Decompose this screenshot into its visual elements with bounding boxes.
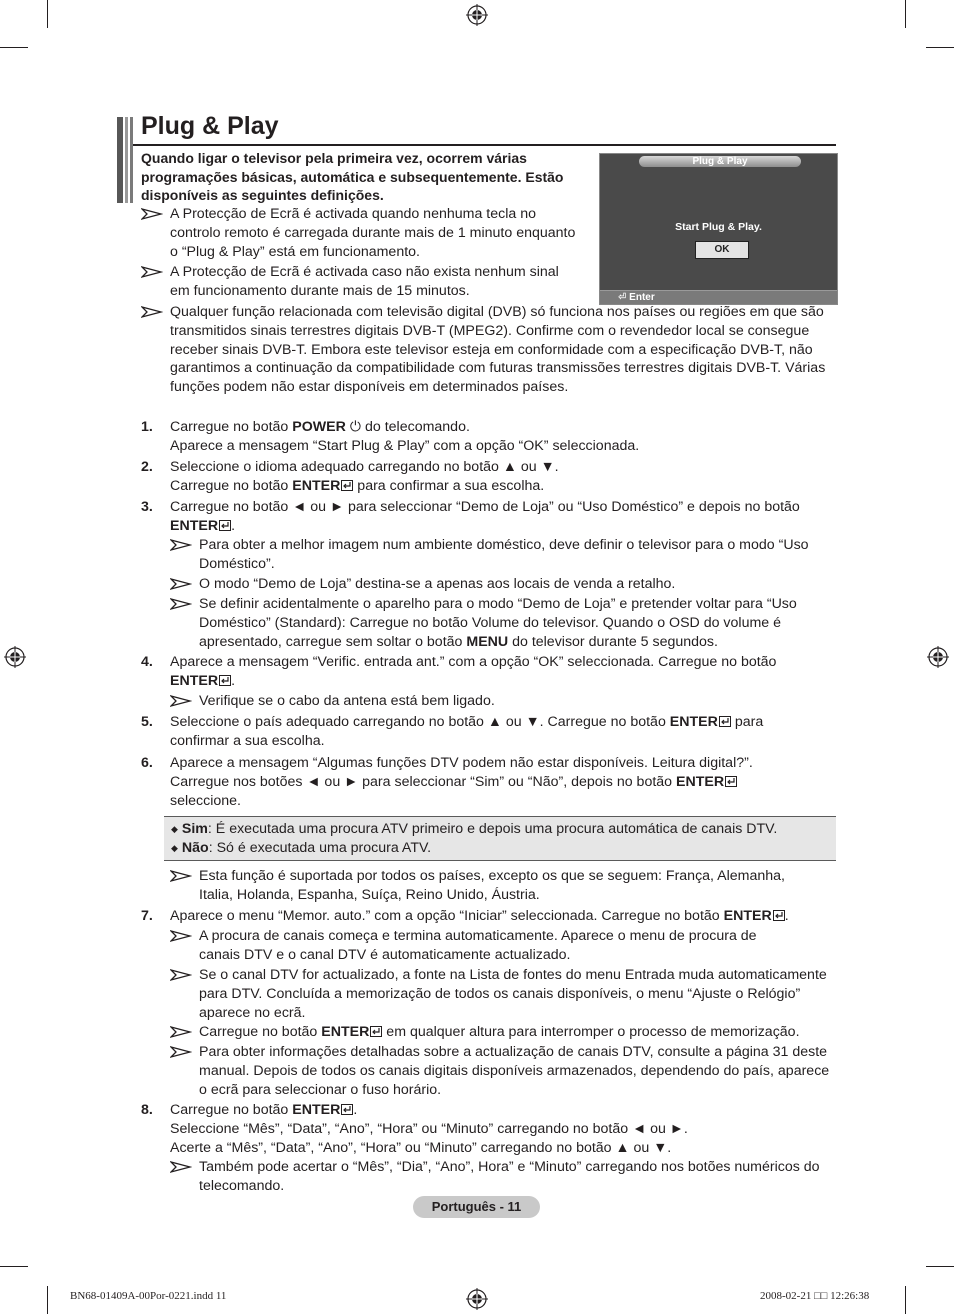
registration-mark-icon <box>4 646 26 668</box>
slug-left: BN68-01409A-00Por-0221.indd 11 <box>70 1290 227 1302</box>
note-arrow-icon <box>170 578 192 590</box>
registration-mark-icon <box>927 646 949 668</box>
enter-icon <box>773 910 785 921</box>
enter-icon <box>219 520 231 531</box>
crop-mark <box>47 1286 48 1314</box>
note-arrow-icon <box>170 1161 192 1173</box>
registration-mark-icon <box>466 4 488 26</box>
page-title: Plug & Play <box>141 112 279 140</box>
note-arrow-icon <box>170 1046 192 1058</box>
note-arrow-icon <box>141 266 163 278</box>
note-arrow-icon <box>170 539 192 551</box>
osd-header: Plug & Play <box>639 156 801 167</box>
crop-mark <box>0 1266 28 1267</box>
enter-icon <box>219 675 231 686</box>
crop-mark <box>926 1266 954 1267</box>
osd-footer <box>600 290 837 304</box>
enter-icon <box>341 480 353 491</box>
options-box <box>164 816 836 861</box>
osd-screen <box>599 153 838 305</box>
note-arrow-icon <box>170 598 192 610</box>
slug-right: 2008-02-21 □□ 12:26:38 <box>760 1290 870 1302</box>
power-icon: ⏻ <box>349 419 362 435</box>
title-rule <box>133 144 836 146</box>
osd-message: Start Plug & Play. <box>675 221 762 233</box>
enter-icon <box>719 716 731 727</box>
enter-icon: ⏎ <box>618 292 627 303</box>
note-arrow-icon <box>170 969 192 981</box>
enter-icon <box>725 776 737 787</box>
crop-mark <box>47 0 48 28</box>
osd-ok-button: OK <box>695 241 749 259</box>
crop-mark <box>926 47 954 48</box>
option-sim: ◆ Sim: É executada uma procura ATV primeiro e depois uma procura automática de canais DTV. <box>171 821 778 837</box>
option-nao: ◆ Não: Só é executada uma procura ATV. <box>171 840 432 856</box>
crop-mark <box>905 0 906 28</box>
intro-text: Quando ligar o televisor pela primeira vez, ocorrem várias programações básicas, automática e subsequentemente. Estão disponíveis as seguintes definições. <box>141 150 564 204</box>
note-arrow-icon <box>170 930 192 942</box>
crop-mark <box>905 1286 906 1314</box>
enter-icon <box>341 1104 353 1115</box>
registration-mark-icon <box>466 1288 488 1310</box>
note-arrow-icon <box>170 870 192 882</box>
enter-icon <box>370 1026 382 1037</box>
note-arrow-icon <box>141 208 163 220</box>
note-arrow-icon <box>170 1026 192 1038</box>
crop-mark <box>0 47 28 48</box>
page-number-label: Português - 11 <box>413 1196 540 1218</box>
osd-footer-label: Enter <box>629 292 655 303</box>
note-arrow-icon <box>141 306 163 318</box>
note-arrow-icon <box>170 695 192 707</box>
